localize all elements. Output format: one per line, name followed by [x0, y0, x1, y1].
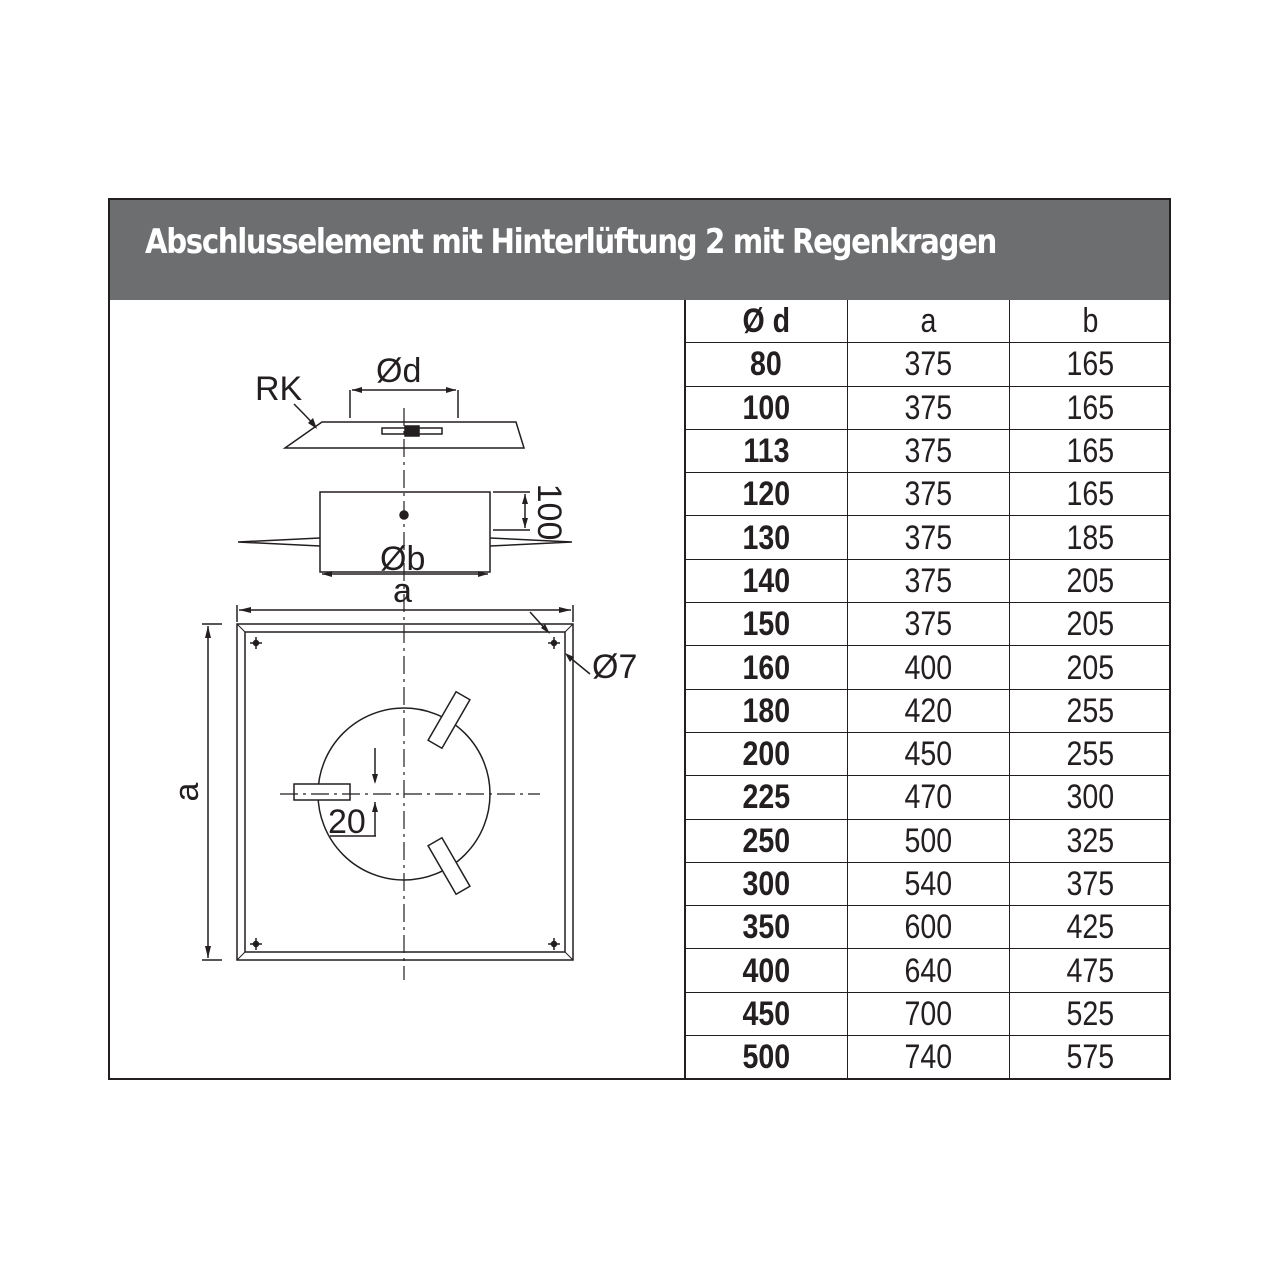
table-row: 130 375 185	[685, 516, 1171, 559]
table-header-row	[685, 300, 1171, 343]
table-row: 250 500 325	[685, 819, 1171, 862]
ob-label: Øb	[380, 540, 426, 578]
table-row: 450 700 525	[685, 992, 1171, 1035]
table-row: 500 740 575	[685, 1036, 1171, 1079]
table-row: 113 375 165	[685, 429, 1171, 472]
title-bar	[110, 200, 1169, 300]
table-row: 120 375 165	[685, 473, 1171, 516]
o7-label: Ø7	[592, 648, 638, 686]
h100-label: 100	[530, 483, 568, 541]
table-row: 400 640 475	[685, 949, 1171, 992]
a-top-label: a	[393, 572, 412, 610]
table-row: 225 470 300	[685, 776, 1171, 819]
od-label: Ød	[376, 352, 422, 390]
dimension-table	[684, 300, 1171, 1078]
table-row: 200 450 255	[685, 732, 1171, 775]
table-row: 80 375 165	[685, 343, 1171, 386]
d20-label: 20	[328, 803, 366, 841]
sheet-title: Abschlusselement mit Hinterlüftung 2 mit Regenkragen	[145, 222, 996, 262]
tab-left	[294, 784, 350, 800]
table-row: 300 540 375	[685, 862, 1171, 905]
table-row: 180 420 255	[685, 689, 1171, 732]
header-b: b	[1009, 300, 1171, 343]
header-od: Ø d	[685, 300, 847, 343]
rk-label: RK	[255, 370, 303, 408]
table-row: 350 600 425	[685, 906, 1171, 949]
a-side-label: a	[168, 782, 206, 802]
table-row: 140 375 205	[685, 559, 1171, 602]
product-sheet	[108, 198, 1171, 1080]
technical-drawing	[110, 300, 685, 1080]
table-row: 150 375 205	[685, 603, 1171, 646]
header-a: a	[847, 300, 1009, 343]
table-row: 160 400 205	[685, 646, 1171, 689]
table-row: 100 375 165	[685, 386, 1171, 429]
